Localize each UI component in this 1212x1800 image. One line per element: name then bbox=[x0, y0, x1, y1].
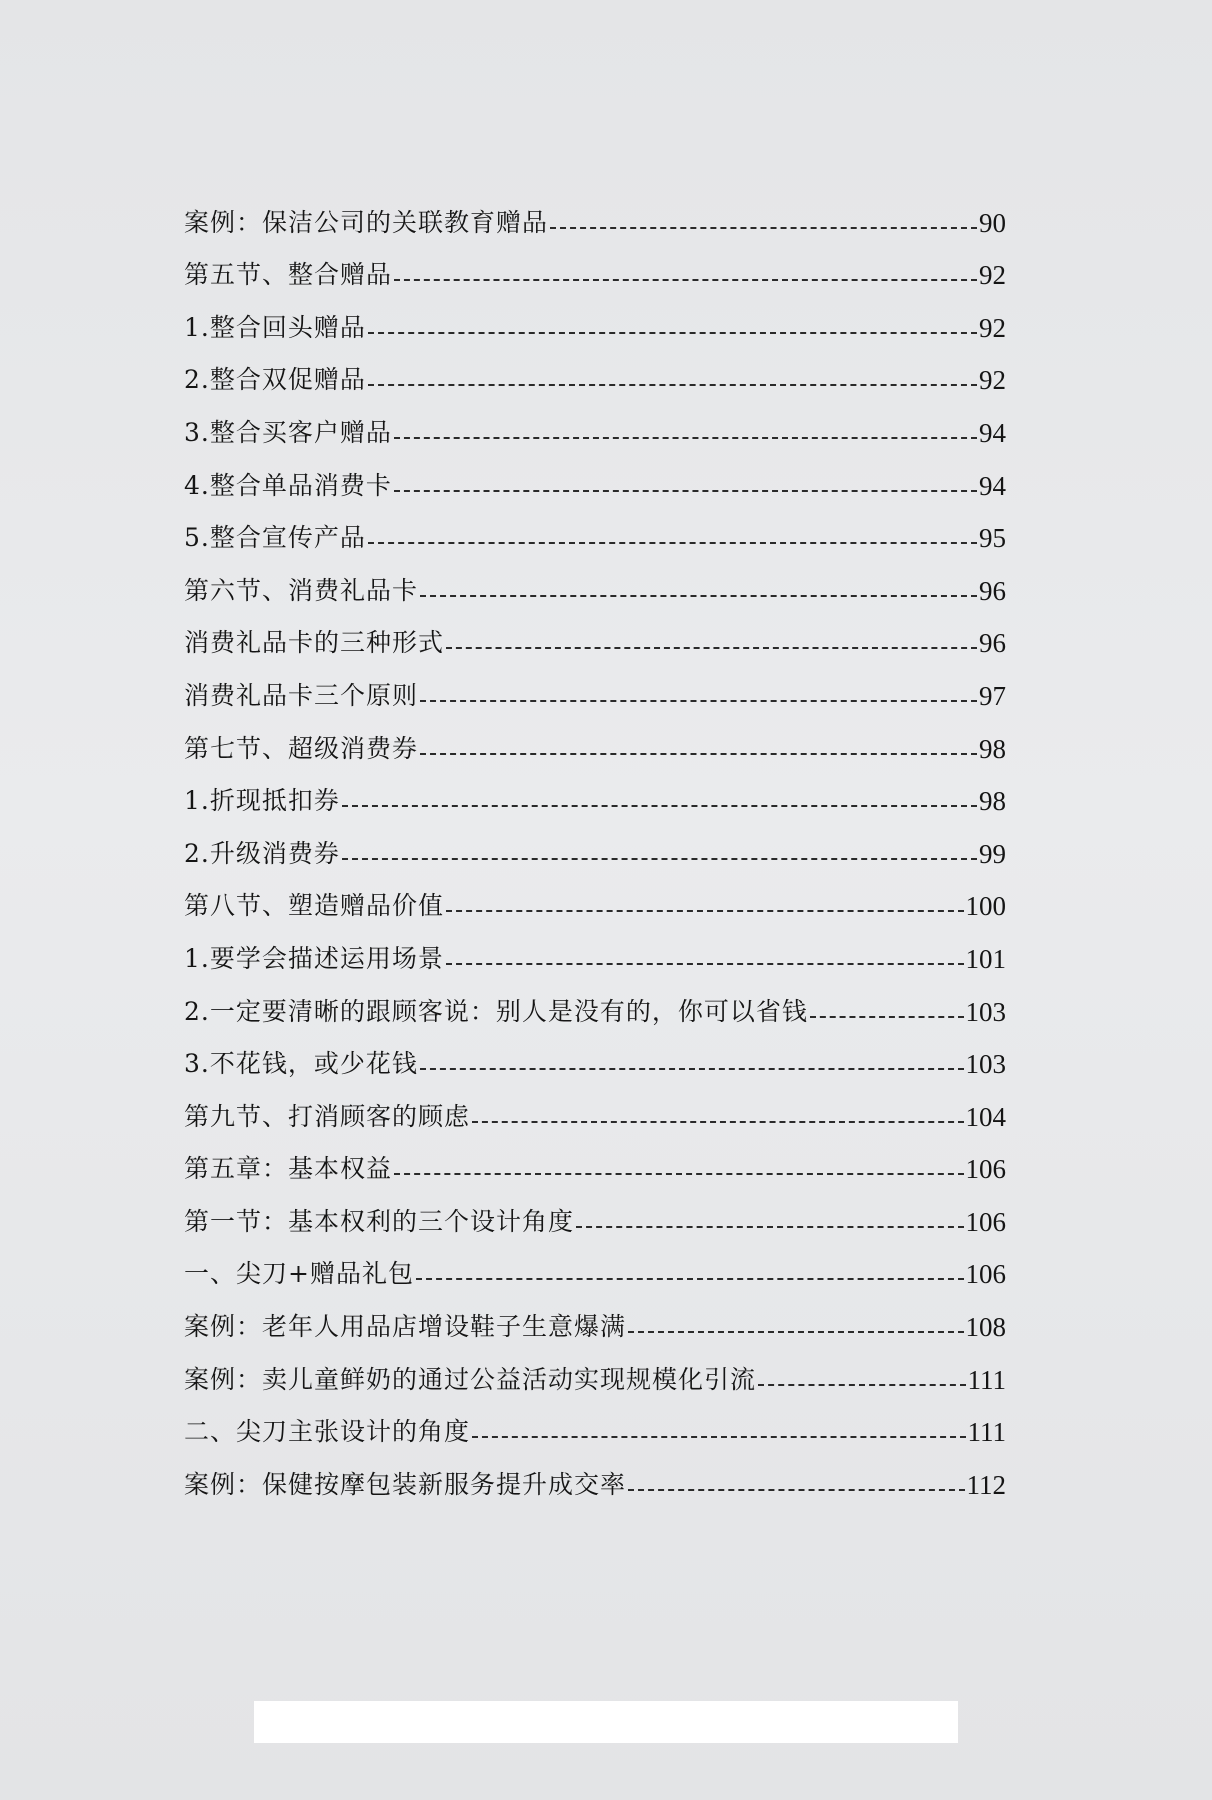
toc-entry bbox=[184, 1238, 1006, 1291]
toc-entry-page: 97 bbox=[979, 680, 1006, 711]
toc-leader-dashes bbox=[394, 437, 977, 439]
toc-entry bbox=[184, 1133, 1006, 1186]
table-of-contents bbox=[184, 186, 1006, 1501]
toc-entry-title: 一、尖刀+赠品礼包 bbox=[184, 1259, 414, 1289]
toc-entry-page: 95 bbox=[979, 523, 1006, 554]
toc-entry-title: 2.整合双促赠品 bbox=[184, 365, 366, 395]
toc-entry-page: 100 bbox=[965, 891, 1006, 922]
toc-leader-dashes bbox=[342, 858, 977, 860]
toc-leader-dashes bbox=[416, 1278, 964, 1280]
toc-entry-page: 92 bbox=[979, 365, 1006, 396]
toc-entry-title: 1.要学会描述运用场景 bbox=[184, 943, 444, 973]
toc-entry bbox=[184, 1080, 1006, 1133]
redaction-bar bbox=[254, 1701, 958, 1743]
toc-leader-dashes bbox=[394, 1173, 963, 1175]
toc-entry-title: 二、尖刀主张设计的角度 bbox=[184, 1417, 471, 1447]
toc-entry-page: 104 bbox=[965, 1101, 1006, 1132]
toc-leader-dashes bbox=[368, 332, 977, 334]
toc-entry-title: 第八节、塑造赠品价值 bbox=[184, 891, 445, 921]
toc-leader-dashes bbox=[472, 1436, 965, 1438]
toc-leader-dashes bbox=[394, 279, 977, 281]
toc-entry-page: 94 bbox=[979, 470, 1006, 501]
toc-leader-dashes bbox=[420, 753, 977, 755]
toc-entry bbox=[184, 1185, 1006, 1238]
toc-entry-title: 案例：保健按摩包装新服务提升成交率 bbox=[184, 1469, 627, 1499]
toc-entry-page: 108 bbox=[965, 1312, 1006, 1343]
toc-entry bbox=[184, 1290, 1006, 1343]
toc-leader-dashes bbox=[446, 910, 963, 912]
toc-entry-title: 1.整合回头赠品 bbox=[184, 312, 366, 342]
toc-leader-dashes bbox=[394, 490, 977, 492]
toc-entry bbox=[184, 712, 1006, 765]
toc-leader-dashes bbox=[368, 542, 977, 544]
toc-entry bbox=[184, 1343, 1006, 1396]
toc-leader-dashes bbox=[550, 227, 977, 229]
toc-leader-dashes bbox=[446, 647, 977, 649]
toc-entry-page: 106 bbox=[965, 1206, 1006, 1237]
toc-entry bbox=[184, 186, 1006, 239]
toc-leader-dashes bbox=[628, 1331, 963, 1333]
toc-entry-page: 111 bbox=[967, 1364, 1006, 1395]
toc-entry bbox=[184, 922, 1006, 975]
toc-entry-title: 第六节、消费礼品卡 bbox=[184, 575, 419, 605]
toc-entry-page: 96 bbox=[979, 628, 1006, 659]
toc-entry-title: 案例：老年人用品店增设鞋子生意爆满 bbox=[184, 1312, 627, 1342]
toc-entry-page: 94 bbox=[979, 417, 1006, 448]
toc-entry-title: 4.整合单品消费卡 bbox=[184, 470, 392, 500]
toc-entry-page: 99 bbox=[979, 838, 1006, 869]
toc-entry-title: 消费礼品卡三个原则 bbox=[184, 680, 419, 710]
toc-entry bbox=[184, 1448, 1006, 1501]
toc-entry bbox=[184, 975, 1006, 1028]
toc-entry-title: 1.折现抵扣券 bbox=[184, 786, 340, 816]
toc-entry bbox=[184, 659, 1006, 712]
toc-entry bbox=[184, 502, 1006, 555]
toc-entry-title: 案例：卖儿童鲜奶的通过公益活动实现规模化引流 bbox=[184, 1364, 757, 1394]
toc-leader-dashes bbox=[368, 384, 977, 386]
toc-entry bbox=[184, 396, 1006, 449]
toc-entry-page: 106 bbox=[965, 1259, 1006, 1290]
toc-entry-page: 92 bbox=[979, 260, 1006, 291]
toc-entry-title: 第一节：基本权利的三个设计角度 bbox=[184, 1206, 575, 1236]
toc-entry-title: 3.不花钱，或少花钱 bbox=[184, 1049, 418, 1079]
toc-entry-page: 101 bbox=[965, 943, 1006, 974]
toc-entry-page: 106 bbox=[965, 1154, 1006, 1185]
toc-entry bbox=[184, 870, 1006, 923]
toc-entry bbox=[184, 1396, 1006, 1449]
toc-leader-dashes bbox=[446, 963, 964, 965]
toc-leader-dashes bbox=[576, 1226, 963, 1228]
toc-leader-dashes bbox=[342, 805, 977, 807]
toc-entry-title: 第五节、整合赠品 bbox=[184, 260, 393, 290]
toc-leader-dashes bbox=[758, 1384, 965, 1386]
toc-entry bbox=[184, 817, 1006, 870]
toc-entry-page: 103 bbox=[965, 1049, 1006, 1080]
toc-entry-page: 98 bbox=[979, 786, 1006, 817]
toc-entry bbox=[184, 607, 1006, 660]
toc-entry-title: 案例：保洁公司的关联教育赠品 bbox=[184, 207, 549, 237]
toc-leader-dashes bbox=[628, 1489, 964, 1491]
toc-entry bbox=[184, 1028, 1006, 1081]
toc-entry bbox=[184, 239, 1006, 292]
toc-entry-title: 2.升级消费券 bbox=[184, 838, 340, 868]
toc-entry-title: 5.整合宣传产品 bbox=[184, 523, 366, 553]
toc-entry-title: 第七节、超级消费券 bbox=[184, 733, 419, 763]
toc-entry-page: 96 bbox=[979, 575, 1006, 606]
toc-entry-page: 103 bbox=[965, 996, 1006, 1027]
toc-leader-dashes bbox=[810, 1016, 964, 1018]
toc-entry bbox=[184, 765, 1006, 818]
toc-entry-title: 消费礼品卡的三种形式 bbox=[184, 628, 445, 658]
toc-leader-dashes bbox=[420, 1068, 964, 1070]
toc-entry bbox=[184, 449, 1006, 502]
toc-leader-dashes bbox=[472, 1121, 963, 1123]
toc-entry-page: 111 bbox=[967, 1417, 1006, 1448]
toc-entry bbox=[184, 291, 1006, 344]
toc-entry-title: 第五章：基本权益 bbox=[184, 1154, 393, 1184]
toc-entry-page: 92 bbox=[979, 312, 1006, 343]
toc-leader-dashes bbox=[420, 700, 977, 702]
toc-entry-title: 3.整合买客户赠品 bbox=[184, 417, 392, 447]
toc-entry bbox=[184, 554, 1006, 607]
toc-entry-page: 90 bbox=[979, 207, 1006, 238]
toc-entry bbox=[184, 344, 1006, 397]
toc-leader-dashes bbox=[420, 595, 977, 597]
toc-entry-page: 112 bbox=[966, 1469, 1006, 1500]
toc-entry-page: 98 bbox=[979, 733, 1006, 764]
toc-entry-title: 2.一定要清晰的跟顾客说：别人是没有的，你可以省钱 bbox=[184, 996, 808, 1026]
toc-entry-title: 第九节、打消顾客的顾虑 bbox=[184, 1101, 471, 1131]
